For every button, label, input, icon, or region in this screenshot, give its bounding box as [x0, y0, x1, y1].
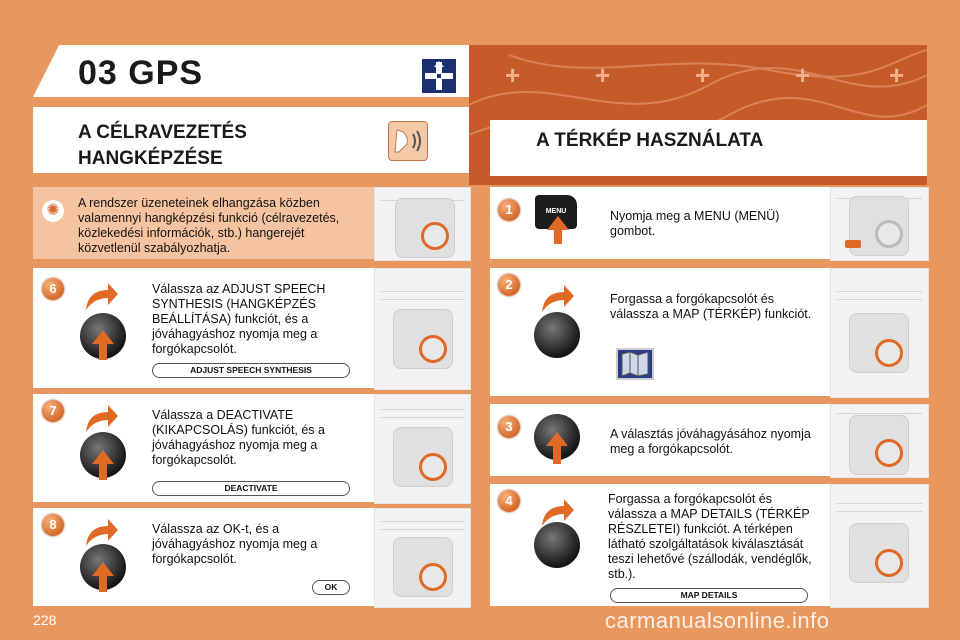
page-number: 228: [33, 612, 57, 628]
step-2-text: Forgassa a forgókapcsolót és válassza a MAP (TÉRKÉP) funkciót.: [610, 292, 812, 321]
step-6-text: Válassza az ADJUST SPEECH SYNTHESIS (HANGKÉPZÉS BEÁLLÍTÁSA) funkciót, és a jóváhagyáshoz nyomja meg a forgókapcsolót.: [152, 282, 326, 356]
deactivate-label: DEACTIVATE: [152, 481, 350, 496]
step-4-text: Forgassa a forgókapcsolót és válassza a MAP DETAILS (TÉRKÉP RÉSZLETEI) funkciót. A térképen látható szolgáltatások kiválasztását teszi lehetővé (szállodák, vendéglők, stb.).: [608, 492, 812, 581]
press-arrow-icon: [92, 562, 114, 576]
plus-mark: +: [695, 60, 711, 90]
step-8-badge: 8: [42, 514, 64, 536]
voice-speaker-icon: [388, 121, 428, 161]
step-1-badge: 1: [498, 199, 520, 221]
step-8-text: Válassza az OK-t, és a jóváhagyáshoz nyomja meg a forgókapcsolót.: [152, 522, 318, 566]
radio-illustration: [374, 394, 471, 504]
press-arrow-stem: [99, 344, 107, 360]
watermark: carmanualsonline.info: [605, 608, 830, 633]
press-arrow-icon: [92, 450, 114, 464]
press-arrow-icon: [546, 432, 568, 446]
step-1-text: Nyomja meg a MENU (MENÜ) gombot.: [610, 209, 780, 238]
step-7-badge: 7: [42, 400, 64, 422]
plus-mark: +: [595, 60, 611, 90]
plus-mark: +: [505, 60, 521, 90]
radio-illustration: [374, 187, 471, 261]
radio-illustration: [830, 187, 929, 261]
junction-sign-icon: [420, 57, 458, 95]
plus-mark: +: [889, 60, 905, 90]
step-2-badge: 2: [498, 274, 520, 296]
rotate-arrow-icon: [82, 280, 120, 316]
rotary-knob[interactable]: [534, 312, 580, 358]
radio-illustration: [374, 508, 471, 608]
radio-illustration: [830, 404, 929, 478]
press-arrow-icon: [547, 216, 569, 230]
map-icon: [616, 348, 654, 380]
radio-illustration: [830, 268, 929, 398]
step-3-text: A választás jóváhagyásához nyomja meg a forgókapcsolót.: [610, 427, 811, 456]
press-arrow-stem: [99, 464, 107, 480]
radio-illustration: [830, 484, 929, 608]
info-text: A rendszer üzeneteinek elhangzása közben valamennyi hangképzési funkció (célravezetés, közlekedési információk, stb.) hangerejét közvetlenül szabályozhatja.: [78, 196, 340, 255]
rotary-knob[interactable]: [534, 522, 580, 568]
press-arrow-stem: [554, 230, 562, 244]
plus-mark: +: [795, 60, 811, 90]
step-4-badge: 4: [498, 490, 520, 512]
press-arrow-stem: [99, 576, 107, 592]
menu-button[interactable]: MENU: [535, 195, 577, 229]
ok-label: OK: [312, 580, 350, 595]
step-3-badge: 3: [498, 416, 520, 438]
radio-illustration: [374, 268, 471, 390]
step-7-text: Válassza a DEACTIVATE (KIKAPCSOLÁS) funkciót, és a jóváhagyáshoz nyomja meg a forgókapcsolót.: [152, 408, 325, 467]
page-title: 03 GPS: [78, 54, 204, 92]
sun-tip-icon: ✺: [42, 200, 64, 222]
press-arrow-stem: [553, 446, 561, 464]
section-title-voice: A CÉLRAVEZETÉS HANGKÉPZÉSE: [78, 122, 247, 169]
step-6-badge: 6: [42, 278, 64, 300]
section-title-map: A TÉRKÉP HASZNÁLATA: [536, 130, 764, 151]
menu-key-highlight: [845, 240, 861, 248]
map-details-label: MAP DETAILS: [610, 588, 808, 603]
press-arrow-icon: [92, 330, 114, 344]
adjust-speech-synthesis-label: ADJUST SPEECH SYNTHESIS: [152, 363, 350, 378]
